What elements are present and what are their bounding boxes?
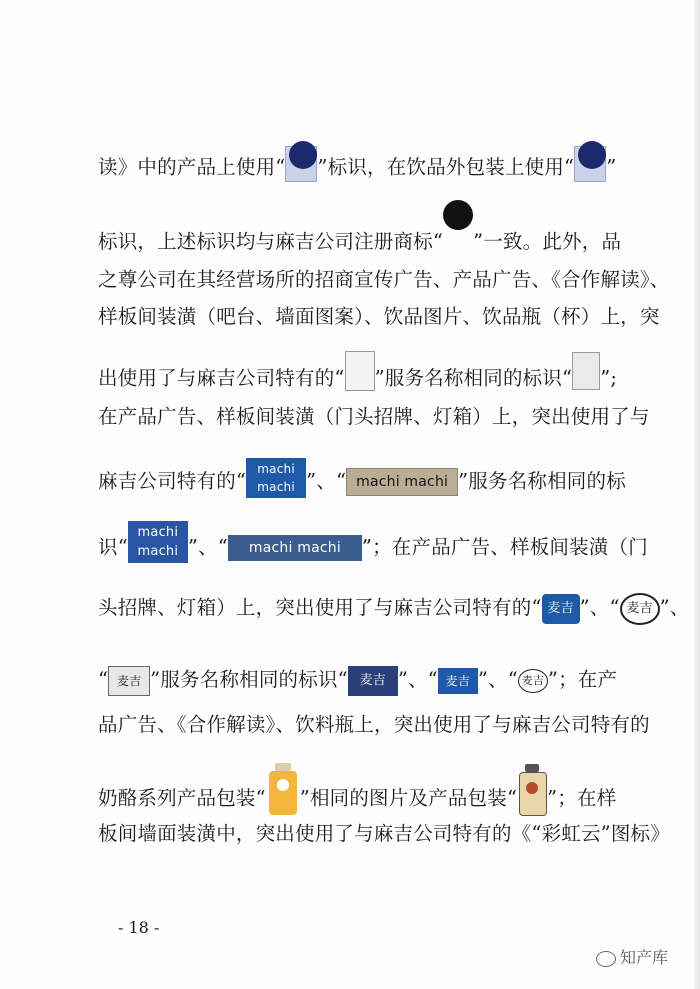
text-segment: 标识，上述标识均与麻吉公司注册商标“ bbox=[98, 230, 444, 253]
registered-trademark-image bbox=[443, 214, 473, 244]
text-segment: 出使用了与麻吉公司特有的“ bbox=[98, 366, 345, 390]
text-segment: 板间墙面装潢中，突出使用了与麻吉公司特有的《“彩虹云”图标》 bbox=[98, 822, 670, 845]
machi-long-logo: machi machi bbox=[228, 535, 362, 561]
text-line-6 bbox=[98, 401, 650, 433]
text-segment: 识“ bbox=[98, 535, 128, 559]
text-line-2 bbox=[98, 226, 621, 258]
text-segment: ”服务名称相同的标识“ bbox=[150, 668, 348, 691]
text-line-4 bbox=[98, 301, 660, 333]
cheese-package-image bbox=[517, 764, 547, 814]
text-line-13 bbox=[98, 818, 670, 850]
cartoon-logo-image bbox=[574, 146, 606, 182]
text-segment: ”、“ bbox=[306, 469, 347, 493]
logo-text: machi bbox=[257, 480, 295, 494]
text-line-7 bbox=[98, 462, 626, 494]
maiji-logo: 麦吉 bbox=[542, 594, 580, 624]
logo-text: machi bbox=[137, 544, 179, 559]
text-segment: ” bbox=[606, 155, 617, 179]
text-line-3 bbox=[98, 264, 670, 296]
machi-stacked-logo bbox=[128, 521, 188, 563]
scan-edge bbox=[694, 0, 700, 989]
cartoon-with-machi-image bbox=[345, 351, 375, 391]
text-segment: ”、“ bbox=[397, 668, 438, 691]
maiji-logo: 麦吉 bbox=[348, 666, 398, 696]
cartoon-with-machi-image bbox=[572, 352, 600, 390]
machi-stacked-logo bbox=[246, 458, 306, 498]
logo-text: machi bbox=[137, 525, 179, 540]
logo-text: machi bbox=[257, 462, 295, 476]
text-segment: 奶酪系列产品包装“ bbox=[98, 786, 266, 810]
watermark-text: 知产库 bbox=[620, 948, 669, 967]
text-segment: ”标识，在饮品外包装上使用“ bbox=[317, 155, 575, 179]
maiji-logo: 麦吉 bbox=[438, 668, 478, 694]
text-line-10 bbox=[98, 664, 617, 696]
text-line-5 bbox=[98, 359, 617, 391]
text-segment: 读》中的产品上使用“ bbox=[98, 155, 286, 179]
text-line-8 bbox=[98, 527, 648, 559]
text-segment: ”、 bbox=[659, 596, 690, 619]
maiji-outline-logo: 麦吉 bbox=[518, 669, 548, 693]
text-segment: 样板间装潢（吧台、墙面图案）、饮品图片、饮品瓶（杯）上，突 bbox=[98, 305, 660, 328]
text-line-12 bbox=[98, 773, 617, 810]
text-segment: ”、“ bbox=[477, 668, 518, 691]
maiji-outline-logo: 麦吉 bbox=[620, 593, 660, 625]
cartoon-logo-image bbox=[285, 146, 317, 182]
text-segment: 品广告、《合作解读》、饮料瓶上，突出使用了与麻吉公司特有的 bbox=[98, 713, 650, 736]
text-segment: 之尊公司在其经营场所的招商宣传广告、产品广告、《合作解读》、 bbox=[98, 268, 670, 291]
maiji-gray-logo: 麦吉 bbox=[108, 666, 150, 696]
text-line-1 bbox=[98, 150, 616, 182]
page-number: - 18 - bbox=[118, 918, 160, 937]
wechat-icon bbox=[596, 951, 616, 967]
watermark bbox=[596, 945, 668, 968]
text-segment: “ bbox=[98, 668, 109, 691]
cheese-bottle-image bbox=[266, 763, 300, 815]
text-segment: 在产品广告、样板间装潢（门头招牌、灯箱）上，突出使用了与 bbox=[98, 405, 650, 428]
machi-inline-logo: machi machi bbox=[346, 468, 458, 496]
text-segment: ”；在产品广告、样板间装潢（门 bbox=[361, 535, 648, 559]
text-segment: ”服务名称相同的标识“ bbox=[374, 366, 573, 390]
text-segment: ”、“ bbox=[579, 596, 620, 619]
text-segment: ”；在产 bbox=[547, 668, 618, 691]
text-segment: ”; bbox=[600, 366, 618, 390]
text-line-11 bbox=[98, 709, 650, 741]
text-segment: 头招牌、灯箱）上，突出使用了与麻吉公司特有的“ bbox=[98, 596, 542, 619]
text-segment: ”；在样 bbox=[547, 786, 617, 810]
text-segment: 麻吉公司特有的“ bbox=[98, 469, 247, 493]
text-segment: ”相同的图片及产品包装“ bbox=[299, 786, 518, 810]
text-segment: ”一致。此外，品 bbox=[473, 230, 622, 253]
text-line-9 bbox=[98, 592, 690, 624]
text-segment: ”、“ bbox=[187, 535, 228, 559]
text-segment: ”服务名称相同的标 bbox=[458, 469, 626, 493]
